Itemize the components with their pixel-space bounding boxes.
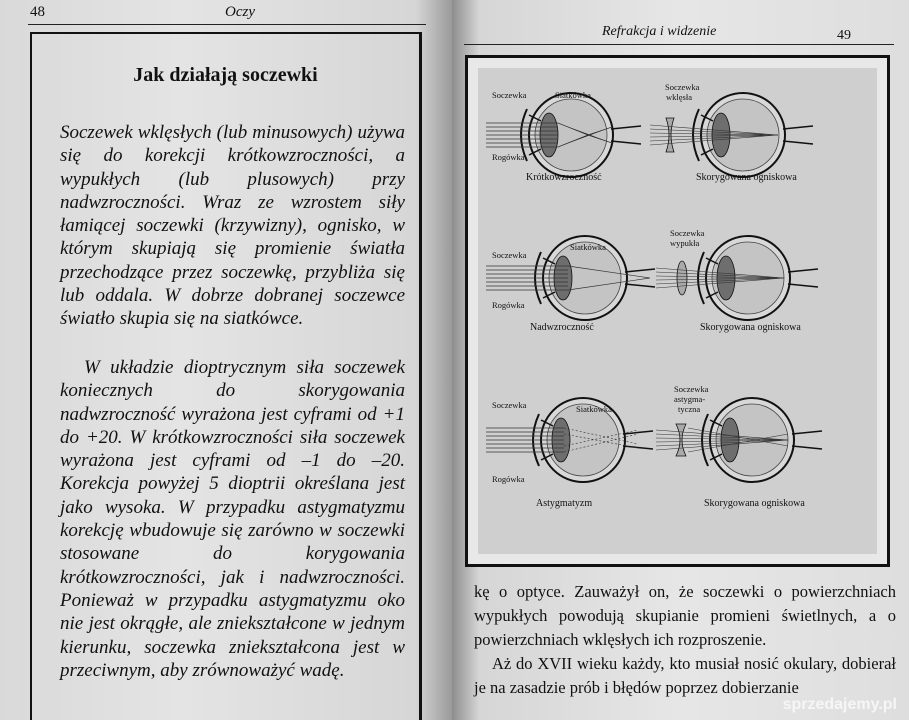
row3-right-lens-label-3: tyczna (678, 404, 701, 414)
row1-lens-label: Soczewka (492, 90, 527, 100)
row2-right-eye (656, 228, 818, 333)
row3-retina-label: Siatkówka (576, 404, 612, 414)
row3-right-eye (656, 384, 822, 509)
row1-concave-lens (666, 118, 674, 152)
row2-left-caption: Nadwzroczność (530, 322, 594, 333)
left-header-rule (28, 24, 426, 25)
watermark: sprzedajemy.pl (782, 696, 897, 713)
figure-frame (465, 55, 890, 567)
row3-astigmatic-lens (676, 424, 686, 456)
right-running-head: Refrakcja i widzenie (602, 24, 717, 39)
row1-left-eye (486, 90, 641, 183)
row2-right-lens-label-1: Soczewka (670, 228, 705, 238)
left-running-head: Oczy (225, 4, 255, 20)
row2-lens-label: Soczewka (492, 250, 527, 260)
row3-right-lens-label-2: astygma- (674, 394, 706, 404)
row3-right-caption: Skorygowana ogniskowa (704, 498, 805, 509)
row3-lens-label: Soczewka (492, 400, 527, 410)
row2-right-caption: Skorygowana ogniskowa (700, 322, 801, 333)
row1-right-lens-label-2: wklęsła (666, 92, 692, 102)
row3-right-lens-label-1: Soczewka (674, 384, 709, 394)
box-paragraph-2: W układzie dioptrycznym siła soczewek koniecznych do skorygowania nadwzroczność wyrażona jest cyframi od +1 do +20. W krótkowzroczności siła soczewek wyrażona jest cyframi od –1 do –20. Korekcja powyżej 5 dioptrii określana jest jako wysoka. W przypadku astygmatyzmu korekcję wbudowuje się zarówno w soczewki stosowane do korygowania krótkowzroczności, jak i nadwzroczności. Ponieważ w przypadku astygmatyzmu oko nie jest okrągłe, ale zniekształcone w jednym kierunku, soczewka zniekształcona jest w przeciwnym, aby zrównoważyć wadę. (60, 357, 405, 681)
box-title: Jak działają soczewki (133, 64, 318, 86)
row2-convex-lens (677, 261, 687, 295)
row1-left-caption: Krótkowzroczność (526, 172, 602, 183)
figure-panel (478, 68, 877, 554)
eye-refraction-figure (478, 68, 877, 554)
right-body-text-1: kę o optyce. Zauważył on, że soczewki o powierzchniach wypukłych powodują skupianie promieni świetlnych, a o powierzchniach wklęsłych ich rozproszenie. (474, 582, 896, 649)
left-page (0, 0, 452, 720)
box-paragraph-1: Soczewek wklęsłych (lub minusowych) używa się do korekcji krótkowzroczności, a wypukłych (lub plusowych) przy nadwzroczności. Wraz ze wzrostem siły łamiącej soczewki (krzywizny), ognisko, w którym skupiają się promienie światła przechodzące przez soczewkę, przybliża się lub oddala. W dobrze dobranej soczewce światło skupia się na siatkówce. (60, 122, 405, 330)
row2-right-lens-label-2: wypukła (670, 238, 700, 248)
row1-retina-label: Siatkówka (555, 90, 591, 100)
row2-cornea-label: Rogówka (492, 300, 525, 310)
right-body-text-2: Aż do XVII wieku każdy, kto musiał nosić okulary, dobierał je na zasadzie prób i błędów poprzez dobierzanie (474, 654, 896, 697)
row3-left-eye (486, 398, 653, 509)
left-page-number: 48 (30, 4, 45, 20)
sidebar-box (30, 32, 422, 720)
row2-left-eye (486, 236, 655, 333)
right-page-number: 49 (837, 28, 851, 43)
row1-right-caption: Skorygowana ogniskowa (696, 172, 797, 183)
right-page (452, 0, 909, 720)
right-header-rule (464, 44, 894, 45)
row1-right-eye (650, 82, 813, 183)
row2-retina-label: Siatkówka (570, 242, 606, 252)
row1-right-lens-label-1: Soczewka (665, 82, 700, 92)
row3-left-caption: Astygmatyzm (536, 498, 593, 509)
row1-cornea-label: Rogówka (492, 152, 525, 162)
row3-cornea-label: Rogówka (492, 474, 525, 484)
